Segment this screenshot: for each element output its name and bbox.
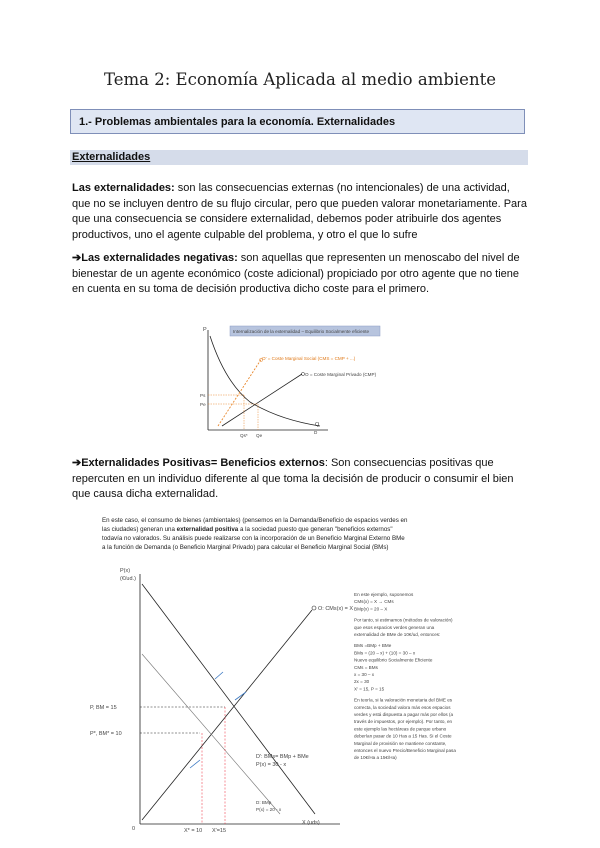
supply-marker bbox=[312, 606, 316, 610]
p10-label: P*, BM* = 10 bbox=[90, 731, 122, 737]
pe-label: Pe bbox=[200, 402, 206, 407]
social-cost-curve bbox=[218, 358, 262, 426]
demand-social-label-1: D': BMs= BMp + BMe bbox=[256, 754, 309, 760]
demand-social-label-2: P(x) = 30 - x bbox=[256, 762, 287, 768]
origin-label: 0 bbox=[132, 826, 136, 832]
negative-text: son aquellas que representen un menoscabo del nivel de bienestar de un agente económico (coste adicional) propiciado por otro agente que no tiene en cuenta en su toma de decisión productiva dicho coste para el primero. bbox=[72, 252, 520, 295]
section-heading: 1.- Problemas ambientales para la economía. Externalidades bbox=[70, 109, 525, 134]
note-line: entonces el nuevo Precio/Beneficio Marginal pasa bbox=[354, 748, 456, 753]
chart-header-text: Internalización de la externalidad – Equilibrio Socialmente eficiente bbox=[233, 329, 370, 334]
paragraph-positive-externalities bbox=[72, 456, 530, 503]
note-line: En este ejemplo, suponemos bbox=[354, 592, 414, 597]
y-axis-label-1: P(x) bbox=[120, 568, 131, 574]
document-title: Tema 2: Economía Aplicada al medio ambiente bbox=[104, 70, 496, 89]
note-line: Marginal de provisión se mantiene constante, bbox=[354, 740, 447, 746]
intro-line-4: a la función de Demanda (o Beneficio Marginal Privado) para calcular el Beneficio Marginal Social (BMs) bbox=[102, 544, 389, 551]
term-externalidades: Las externalidades: bbox=[72, 182, 175, 194]
demand-private-label-1: D: BMp bbox=[256, 800, 272, 805]
y-axis-label-2: (€/ud.) bbox=[120, 576, 136, 582]
demand-private-label-2: P(x) = 20 - x bbox=[256, 807, 282, 812]
note-line: este ejemplo las hectáreas de parque urbano bbox=[354, 726, 447, 732]
intro-line-3: todavía no valorados. Su análisis puede realizarse con la incorporación de un Beneficio Marginal Externo BMe bbox=[102, 535, 405, 542]
supply-curve-cms bbox=[142, 610, 312, 820]
intro-line-2: las ciudades) generan una externalidad positiva a la sociedad puesto que generan "beneficios externos" bbox=[102, 526, 393, 533]
private-cost-curve bbox=[222, 374, 302, 426]
note-line: BMs = (20 – x) + (10) = 30 – x bbox=[354, 650, 416, 656]
note-line: externalidad de BMe de 10€/ud, entonces: bbox=[354, 632, 441, 637]
note-line: 2x = 30 bbox=[354, 679, 370, 685]
arrow-icon: ➔ bbox=[72, 252, 82, 264]
subheading: Externalidades bbox=[72, 151, 151, 163]
note-line: BMs =BMp + BMe bbox=[354, 643, 392, 649]
supply-label: O: CMs(x) = X bbox=[318, 606, 353, 612]
demand-private-bmp bbox=[142, 654, 280, 814]
arrow-icon: ➔ bbox=[72, 457, 82, 469]
note-line: x = 30 – x bbox=[354, 672, 375, 677]
cms-label: O' = Coste Marginal Social (CMS = CMP + ...) bbox=[262, 356, 356, 361]
notes-block bbox=[354, 592, 456, 760]
positive-externality-figure bbox=[80, 514, 520, 844]
demand-social-bms bbox=[142, 584, 315, 814]
intro-line-1: En este caso, el consumo de bienes (ambientales) (pensemos en la Demanda/Beneficio de espacios verdes en bbox=[102, 517, 408, 524]
note-line: BMp(x) = 20 – X bbox=[354, 606, 388, 612]
shift-arrow-2 bbox=[190, 760, 200, 768]
note-line: En teoría, si la valoración monetaria del BME es bbox=[354, 697, 453, 703]
note-line: de 10€/Ha a 15€/Ha) bbox=[354, 755, 397, 761]
note-line: Por tanto, si estimamos (métodos de valoración) bbox=[354, 617, 453, 623]
note-line: través de impuestos, por ejemplo). Por tanto, en bbox=[354, 719, 453, 725]
demand-label: D bbox=[314, 430, 318, 435]
x-axis-label: Q bbox=[315, 422, 320, 428]
ps-label: Ps bbox=[200, 393, 206, 398]
qe-label: Qe bbox=[256, 433, 263, 438]
note-line: CMs(x) = X → CMs bbox=[354, 599, 394, 605]
subheading-bar bbox=[70, 150, 528, 165]
shift-arrow-1 bbox=[215, 672, 223, 679]
note-line: deberían pasar de 10 Has a 15 Has. Si el Coste bbox=[354, 733, 452, 739]
term-positivas: Externalidades Positivas= Beneficios externos bbox=[81, 457, 325, 469]
definition-text: son las consecuencias externas (no intencionales) de una actividad, que no se incluyen dentro de su flujo circular, pero que pueden valorar monetariamente. Para que una consecuencia se considere externalidad, debemos poder atribuirle dos agentes productivos, uno el agente culpable del problema, y otro el que lo sufre bbox=[72, 182, 527, 241]
note-line: Nuevo equilibrio Socialmente Eficiente bbox=[354, 657, 433, 663]
note-line: que esos espacios verdes generan una bbox=[354, 624, 435, 630]
cmp-label: O = Coste Marginal Privado (CMP) bbox=[305, 372, 377, 377]
negative-externality-chart bbox=[200, 322, 400, 442]
note-line: correcta, la sociedad valora más esos espacios bbox=[354, 704, 451, 710]
paragraph-externalities-definition bbox=[72, 181, 530, 243]
p15-label: P, BM = 15 bbox=[90, 705, 117, 711]
paragraph-negative-externalities bbox=[72, 251, 530, 298]
note-line: CMs = BMs bbox=[354, 664, 378, 670]
term-negativas: Las externalidades negativas: bbox=[81, 252, 238, 264]
qs-label: Qs* bbox=[240, 433, 248, 438]
note-line: X' = 15, P = 15 bbox=[354, 686, 385, 692]
y-axis-label: P bbox=[203, 327, 207, 333]
x-star-label: X* = 10 bbox=[184, 828, 203, 834]
positive-text: : Son consecuencias positivas que repercuten en un individuo diferente al que toma la decisión de producir o consumir el bien que causa dicha externalidad. bbox=[72, 457, 514, 500]
x-axis-label: X (uds) bbox=[302, 820, 320, 826]
note-line: verdes y está dispuesta a pagar más por ellos (a bbox=[354, 712, 454, 717]
x15-label: X'=15 bbox=[212, 828, 227, 834]
